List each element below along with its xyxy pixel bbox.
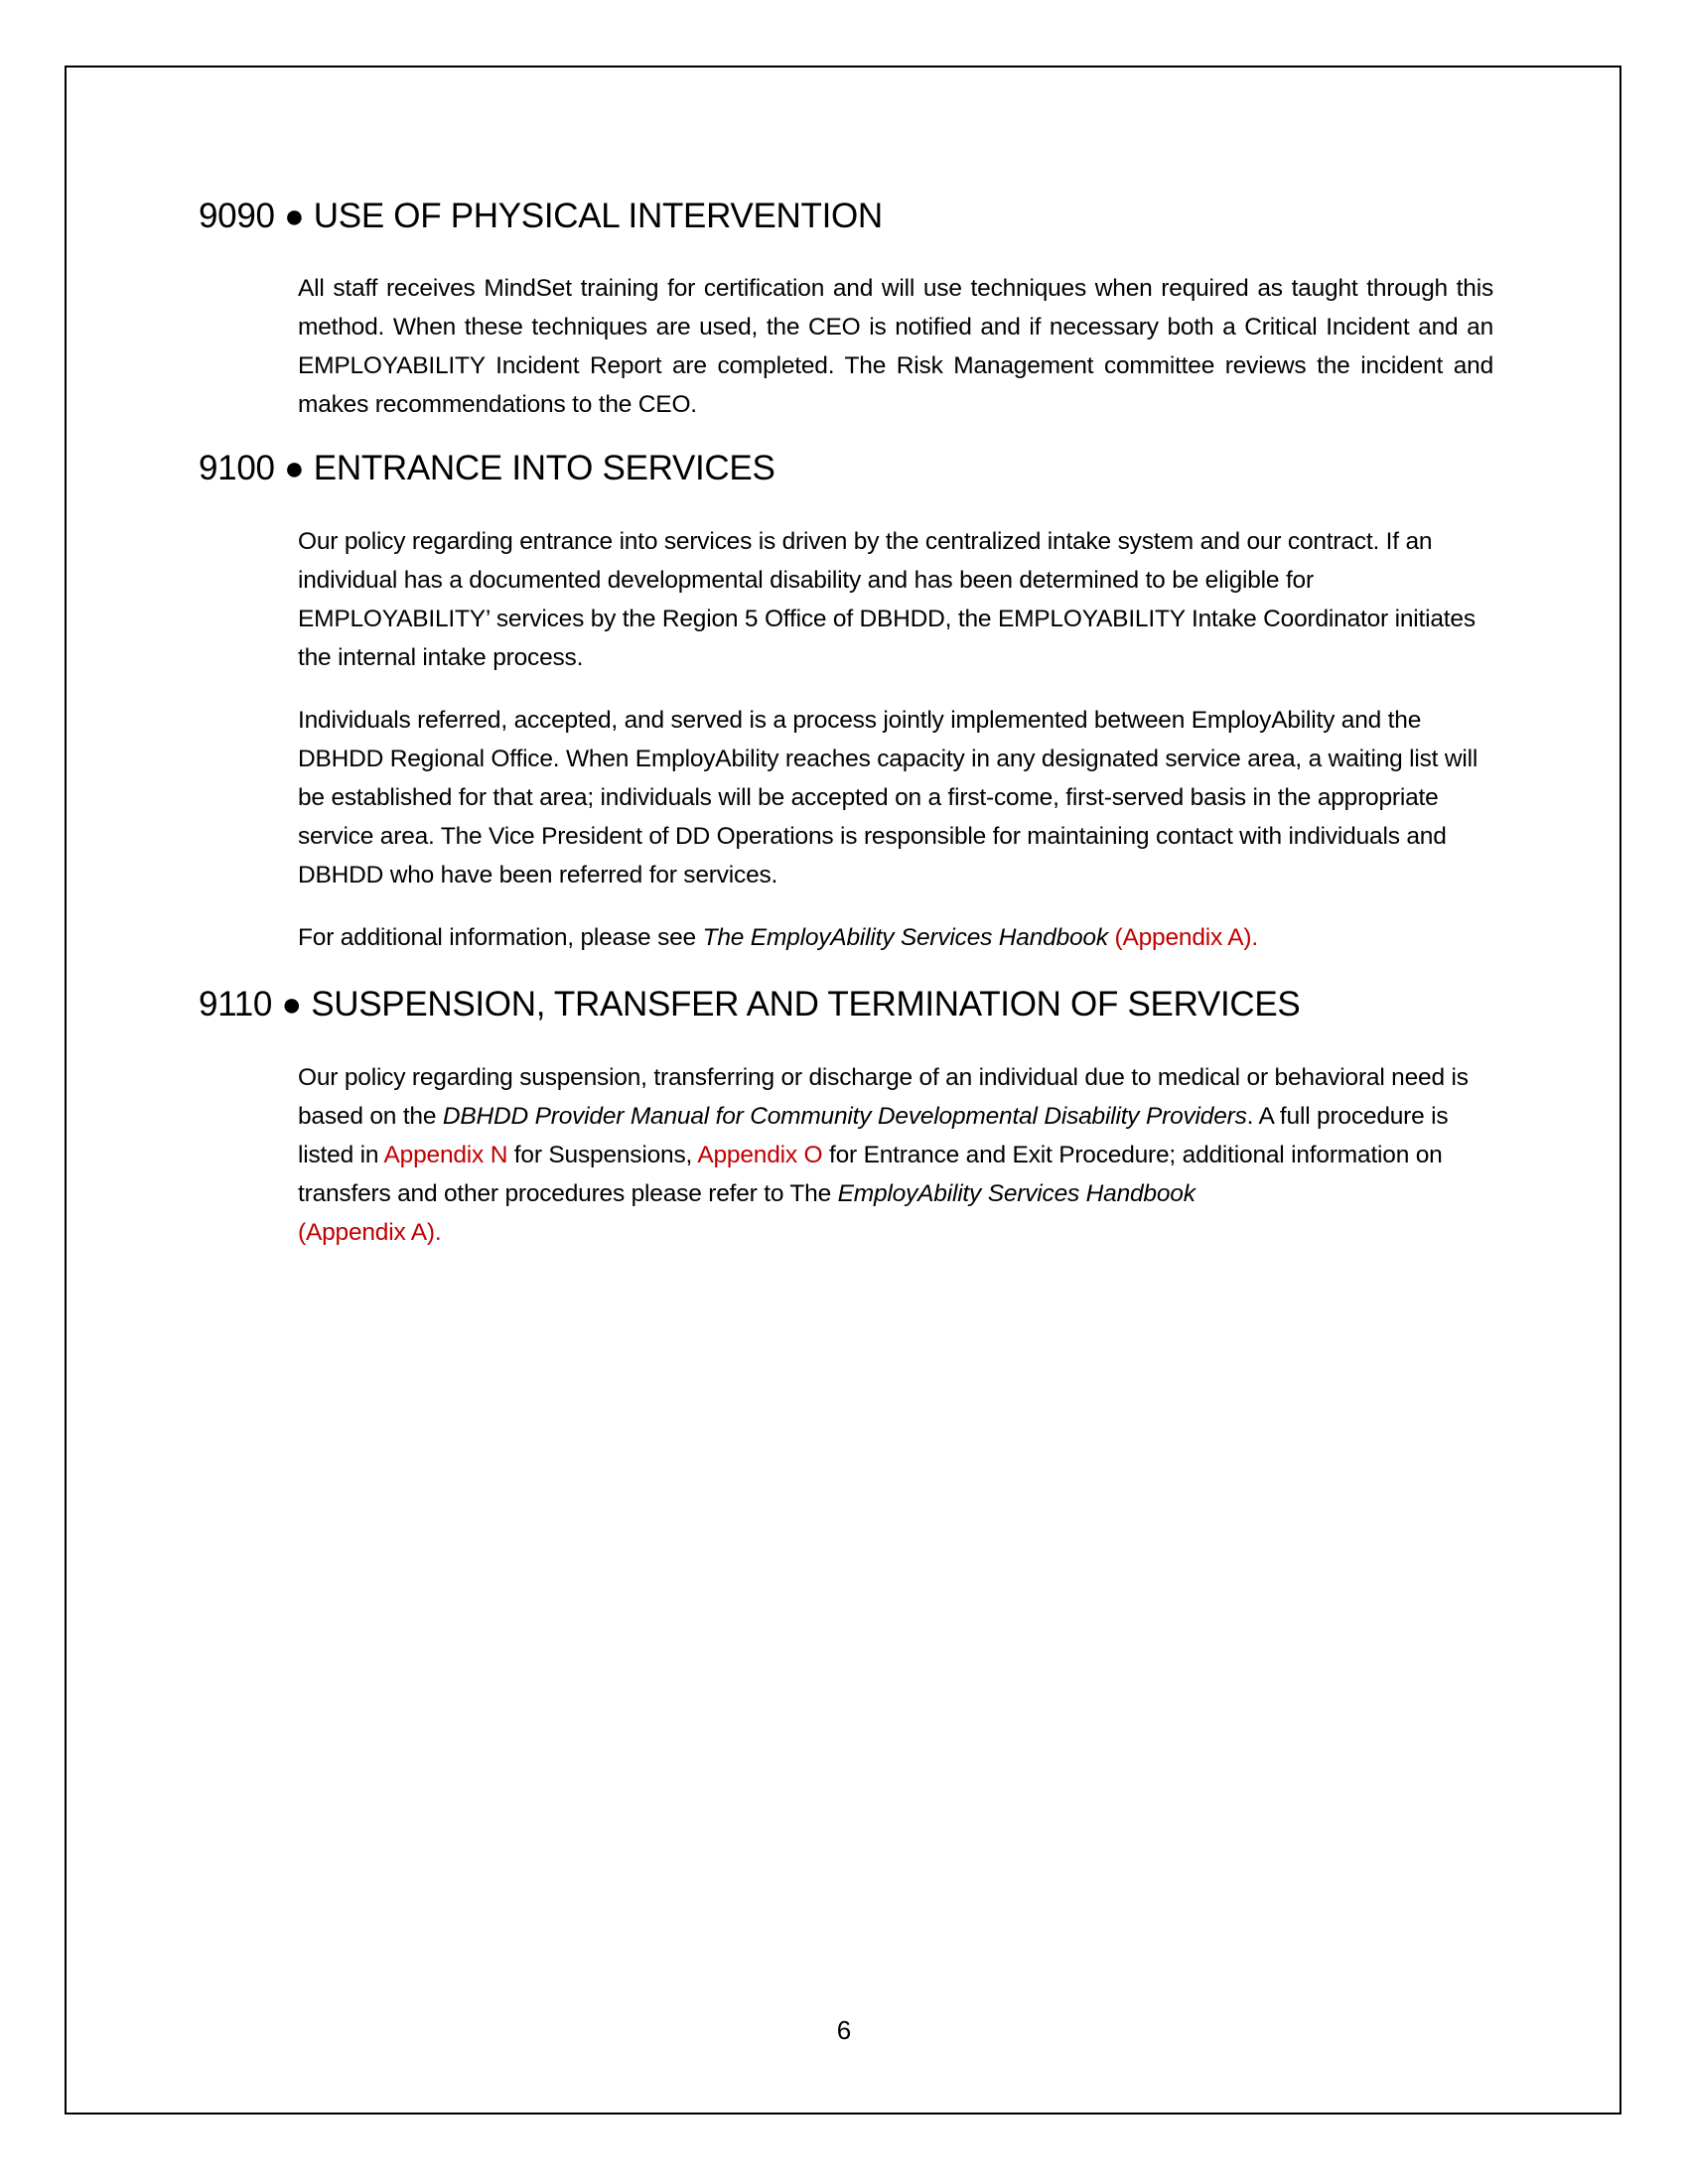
bullet-icon: ●: [284, 198, 305, 235]
suspension-text-1: Our policy regarding suspension, transferring or discharge of an individual due to medical or behavioral need is based on the: [298, 1064, 1469, 1130]
appendix-a-link[interactable]: (Appendix A).: [298, 1219, 442, 1246]
appendix-n-link[interactable]: Appendix N: [383, 1142, 508, 1168]
paragraph-entrance-policy: Our policy regarding entrance into services is driven by the centralized intake system and our contract. If an individual has a documented developmental disability and has been determined to be eligible for EMPLOYABILITY’ services by the Region 5 Office of DBHDD, the EMPLOYABILITY Intake Coordinator initiates the internal intake process.: [298, 528, 1476, 671]
section-heading-9100: [199, 449, 775, 488]
section-heading-9090: [199, 197, 883, 236]
section-number: 9090: [199, 197, 275, 235]
bullet-icon: ●: [281, 986, 302, 1024]
section-heading-9110: [199, 985, 1300, 1024]
bullet-icon: ●: [284, 450, 305, 487]
section-number: 9110: [199, 985, 273, 1024]
section-title: USE OF PHYSICAL INTERVENTION: [313, 197, 883, 235]
additional-info-lead: For additional information, please see: [298, 924, 703, 951]
paragraph-additional-info: [298, 918, 1493, 957]
paragraph-suspension-policy: [298, 1058, 1493, 1252]
suspension-text-2: . A full procedure is listed in: [298, 1103, 1449, 1168]
paragraph-physical-intervention: All staff receives MindSet training for certification and will use techniques when required as taught through this method. When these techniques are used, the CEO is notified and if necessary both a Critical Incident and an EMPLOYABILITY Incident Report are completed. The Risk Management committee reviews the incident and makes recommendations to the CEO.: [298, 275, 1493, 418]
suspension-text-3: for Suspensions,: [507, 1142, 698, 1168]
section-title: SUSPENSION, TRANSFER AND TERMINATION OF SERVICES: [311, 985, 1301, 1024]
page-number: 6: [836, 2015, 852, 2045]
appendix-o-link[interactable]: Appendix O: [697, 1142, 823, 1168]
handbook-title: EmployAbility Services Handbook: [837, 1180, 1196, 1207]
section-title: ENTRANCE INTO SERVICES: [313, 449, 775, 487]
section-number: 9100: [199, 449, 275, 487]
provider-manual-title: DBHDD Provider Manual for Community Developmental Disability Providers: [442, 1103, 1247, 1130]
paragraph-referral-process: Individuals referred, accepted, and served is a process jointly implemented between EmployAbility and the DBHDD Regional Office. When EmployAbility reaches capacity in any designated service area, a waiting list will be established for that area; individuals will be accepted on a first-come, first-served basis in the appropriate service area. The Vice President of DD Operations is responsible for maintaining contact with individuals and DBHDD who have been referred for services.: [298, 707, 1478, 888]
suspension-text-4: for Entrance and Exit Procedure; additional information on transfers and other procedures please refer to The: [298, 1142, 1443, 1207]
appendix-a-link[interactable]: (Appendix A).: [1107, 924, 1258, 951]
handbook-title: The EmployAbility Services Handbook: [702, 924, 1108, 951]
